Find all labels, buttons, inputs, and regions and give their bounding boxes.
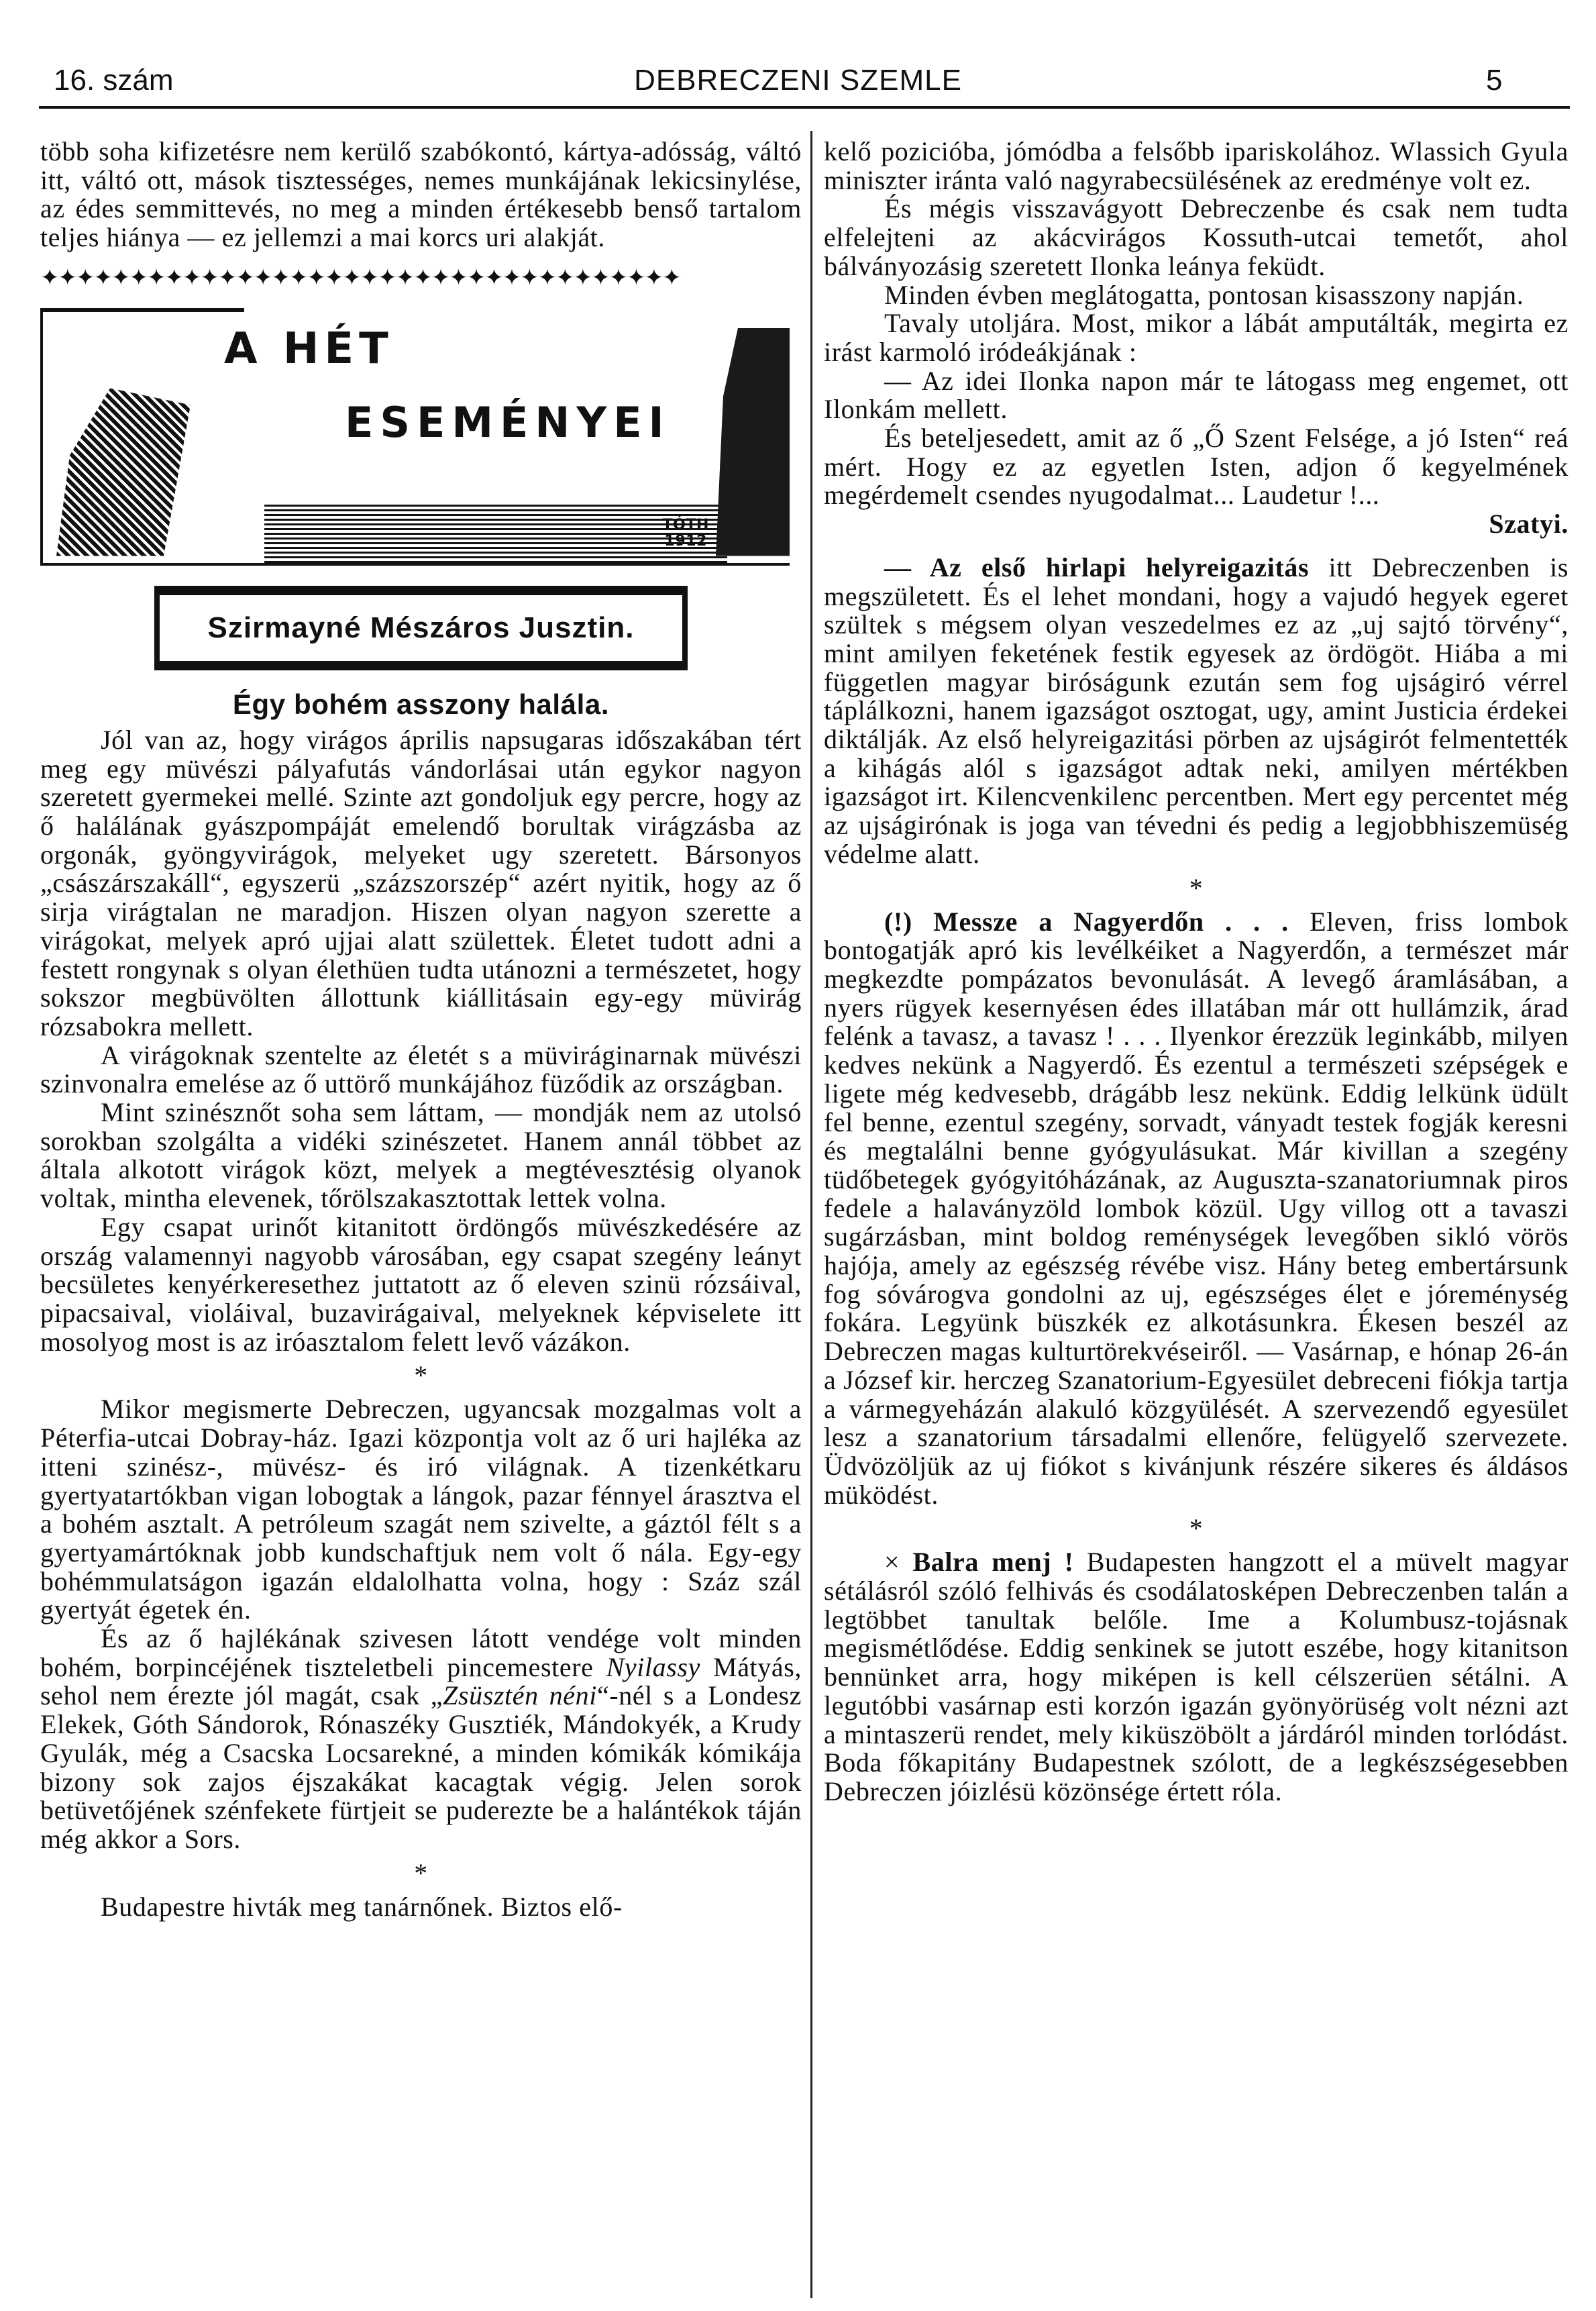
paragraph: Minden évben meglátogatta, pontosan kisasszony napján. [884,279,1524,310]
italic-name: Nyilassy [606,1651,700,1682]
banner-illustration [40,308,790,566]
banner-title-line2: ESEMÉNYEI [345,397,671,447]
intro-paragraph: több soha kifizetésre nem kerülő szabókontó, kártya-adósság, váltó itt, váltó ott, mások tisztességes, nemes munkájának lekicsinylése, az édes semmittevés, no meg a minden értékesebb benső tartalom teljes hiánya — ez jellemzi a mai korcs uri alakját. [40,136,802,253]
artist-year: 1912 [664,532,708,550]
section-asterisk: * [1189,1513,1204,1544]
section-asterisk: * [414,1360,428,1391]
desk-drawing [264,503,727,563]
paragraph: És beteljesedett, amit az ő „Ő Szent Felsége, a jó Isten“ reá mért. Hogy ez az egyetlen Isten, adjon ő kegyelmének megérdemelt csendes nyugodalmat... Laudetur !... [824,423,1568,511]
article-subtitle: Égy bohém asszony halála. [232,688,610,721]
text-run: És az ő hajlékának szivesen látott vendége volt minden bohém, borpincéjének tiszteletbeli pincemestere [40,1623,802,1682]
news-lead: (!) Messze a Nagyerdőn . . . [884,906,1289,937]
newspaper-title: DEBRECZENI SZEMLE [634,64,962,97]
column-divider [810,131,812,2298]
paragraph: kelő pozicióba, jómódba a felsőbb ipariskolához. Wlassich Gyula miniszter iránta való nagyrabecsülésének az eredménye volt ez. [824,136,1568,195]
news-item [824,1548,1568,1806]
paragraph: Tavaly utoljára. Most, mikor a lábát amputálták, megirta ez irást karmoló iródeákjának : [824,308,1568,367]
page-number: 5 [1486,64,1503,97]
paragraph: Mikor megismerte Debreczen, ugyancsak mozgalmas volt a Péterfia-utcai Dobray-ház. Igazi központja volt az ő uri hajléka az itteni szinész-, müvész- és iró világnak. A tizenkétkaru gyertyatartókban vigan lobogtak a lángok, pazar fénnyel árasztva el a bohém asztalt. A petróleum szagát nem szivelte, a gáztól félt s a gyertyamártóknak jobb kundschaftjuk nem volt ő nála. Egy-egy bohémmulatságon igazán eldalolhatta volna, hogy : Száz szál gyertyát égetek én. [40,1394,802,1625]
paragraph: — Az idei Ilonka napon már te látogass meg engemet, ott Ilonkám mellett. [824,365,1568,425]
paragraph: És mégis visszavágyott Debreczenbe és csak nem tudta elfelejteni az akácvirágos Kossuth-utcai temetőt, ahol bálványozásig szeretett Ilonka leánya feküdt. [824,193,1568,281]
camera-drawing [56,389,191,556]
ornament-divider: ✦✦✦✦✦✦✦✦✦✦✦✦✦✦✦✦✦✦✦✦✦✦✦✦✦✦✦✦✦✦✦✦✦✦✦✦ [40,265,680,291]
paragraph: Egy csapat urinőt kitanitott ördöngős müvészkedésére az ország valamennyi nagyobb városában, egy csapat szegény leányt becsületes kenyérkeresethez juttatott az ő eleven szinü rózsáival, pipacsaival, violáival, buzavirágaival, melyeknek képviselete itt mosolyog most is az iróasztalom felett levő vázákon. [40,1211,802,1357]
article-title-box: Szirmayné Mészáros Jusztin. [154,586,688,671]
paragraph: Mint szinésznőt soha sem láttam, — mondják nem az utolsó sorokban szolgálta a vidéki szinészetet. Hanem annál többet az általa alkotott virágok közt, melyek a megtévesztésig olyanok voltak, mintha elevenek, tőrölszakasztottak lettek volna. [40,1097,802,1214]
italic-nickname: Zsüsztén néni [443,1680,597,1711]
paragraph: A virágoknak szentelte az életét s a müviráginarnak müvészi szinvonalra emelése az ő uttörő munkájához füződik az országban. [40,1039,802,1099]
news-item [824,554,1568,869]
artist-signature [662,517,709,550]
news-text: itt Debreczenben is megszületett. És el lehet mondani, hogy a vajudó hegyek egeret szültek s mégsem olyan veszedelmes ez az „uj sajtó törvény“, mint amilyen feketének festik egyesek az ördögöt. Hiába a mi független magyar biróságunk ezután sem fog ujságiró vérrel táplálkozni, hanem igazságot osztogat, ugy, amint Justicia érdekei diktálják. Az első helyreigazitási pörben az ujságirót felmentették a kihágás alól s igazságot adtak neki, amilyen mértékben igazságot irt. Kilencvenkilenc percentben. Mert egy percentet még az ujságirónak is joga van tévedni és pedig a legjobbhiszemüség védelme alatt. [824,552,1569,869]
paragraph: Jól van az, hogy virágos április napsugaras időszakában tért meg egy müvészi pályafutás vándorlásai után egykor nagyon szeretett gyermekei mellé. Szinte azt gondoljuk egy percre, hogy az ő halálának gyászpompáját emelendő borultak virágzásba az orgonák, gyöngyvirágok, melyeket ugy szeretett. Bársonyos „császárszakáll“, egyszerü „százszorszép“ azért nyitik, hogy az ő sirja virágtalan ne maradjon. Hiszen olyan nagyon szerette a virágokat, melyek apró ujjai alatt születtek. Életet tudott adni a festett rongynak s olyan élethüen tudta utánozni a természetet, hogy sokszor megbüvölten állottunk kiállitásain egy-egy müvirág rózsabokra mellett. [40,724,802,1041]
left-column [40,138,802,1921]
section-asterisk: * [1189,872,1204,903]
news-lead: — Az első hirlapi helyreigazitás [884,552,1310,582]
section-asterisk: * [414,1857,428,1888]
right-column [824,138,1568,1806]
news-text: Eleven, friss lombok bontogatják apró kis levélkéiket a Nagyerdőn, a természet már megkezdte pompázatos bevonulását. A levegő áramlásában, a nyers rügyek kesernyésen édes illatában már ott hullámzik, árad felénk a tavasz, a tavasz ! . . . Ilyenkor érezzük leginkább, milyen kedves nekünk a Nagyerdő. És ezentul a természeti szépségek e ligete még kedvesebb, drágább lesz nekünk. Eddig lelkünk üdült fel benne, ezentul szegény, sorvadt, ványadt testek fogják keresni és megtalálni benne gyógyulásukat. Már kivillan a szegény tüdőbetegek gyógyitóházának, az Auguszta-szanatoriumnak piros fedele a halaványzöld lombok közül. Ugy villog ott a tavaszi sugárzásban, mint boldog reménységek levegőben sikló vörös hajója, amely az egészség révébe visz. Hány beteg embertársunk fog sóvárogva gondolni az uj, egészséges élet e jóreménység fokára. Legyünk büszkék ez alkotásunkra. Ékesen beszél az Debreczen magas kulturtörekvéseiről. — Vasárnap, e hónap 26-án a József kir. herczeg Szanatorium-Egyesület debreceni fiókja tartja a vármegyeházán alakuló közgyülését. A szervezendő egyesület lesz a szanatorium társadalmi ellenőre, felügyelő szervezete. Üdvözöljük az uj fiókot s kivánjunk részére sikeres és áldásos müködést. [824,906,1568,1510]
cross-mark: × [884,1547,913,1578]
banner-frame-bar [43,308,244,312]
figure-drawing [716,328,790,556]
news-item [824,908,1568,1510]
news-text: Budapesten hangzott el a müvelt magyar sétálásról szóló felhivás és csodálatosképen Debreczenben talán a legtöbbet tanultak belőle. Ime a Kolumbusz-tojásnak megismétlődése. Eddig senkinek se jutott eszébe, hogy kitanitson bennünket arra, hogy miképen is kell célszerüen sétálni. A legutóbbi vasárnap esti korzón igazán gyönyörüség volt nézni azt a mintaszerü rendet, mely kiküszöbölt a járdáról minden torlódást. Boda főkapitány Budapestnek szólott, de a legkészségesebben Debreczen jóizlésü közönsége értett róla. [824,1547,1568,1806]
text-run: Mátyás, sehol nem érezte jól magát, csak „ [40,1651,802,1711]
header-rule [39,106,1570,109]
news-lead: Balra menj ! [912,1547,1074,1578]
text-run: “-nél s a Londesz Elekek, Góth Sándorok, Rónaszéky Gusztiék, Mándokyék, a Krudy Gyulák, még a Csacska Locsarekné, a minden kómikák kómikája bizony sok zajos éjszakákat kacagtak végig. Jelen sorok betüvetőjének szénfekete fürtjeit se puderezte be a halántékok táján még akkor a Sors. [40,1680,802,1854]
author-signature: Szatyi. [1489,509,1568,540]
artist-name: TÓTH [662,516,709,533]
paragraph [40,1625,802,1854]
banner-title-line1: A HÉT [224,323,394,374]
paragraph: Budapestre hivták meg tanárnőnek. Biztos elő- [101,1891,623,1922]
issue-number: 16. szám [54,64,174,97]
